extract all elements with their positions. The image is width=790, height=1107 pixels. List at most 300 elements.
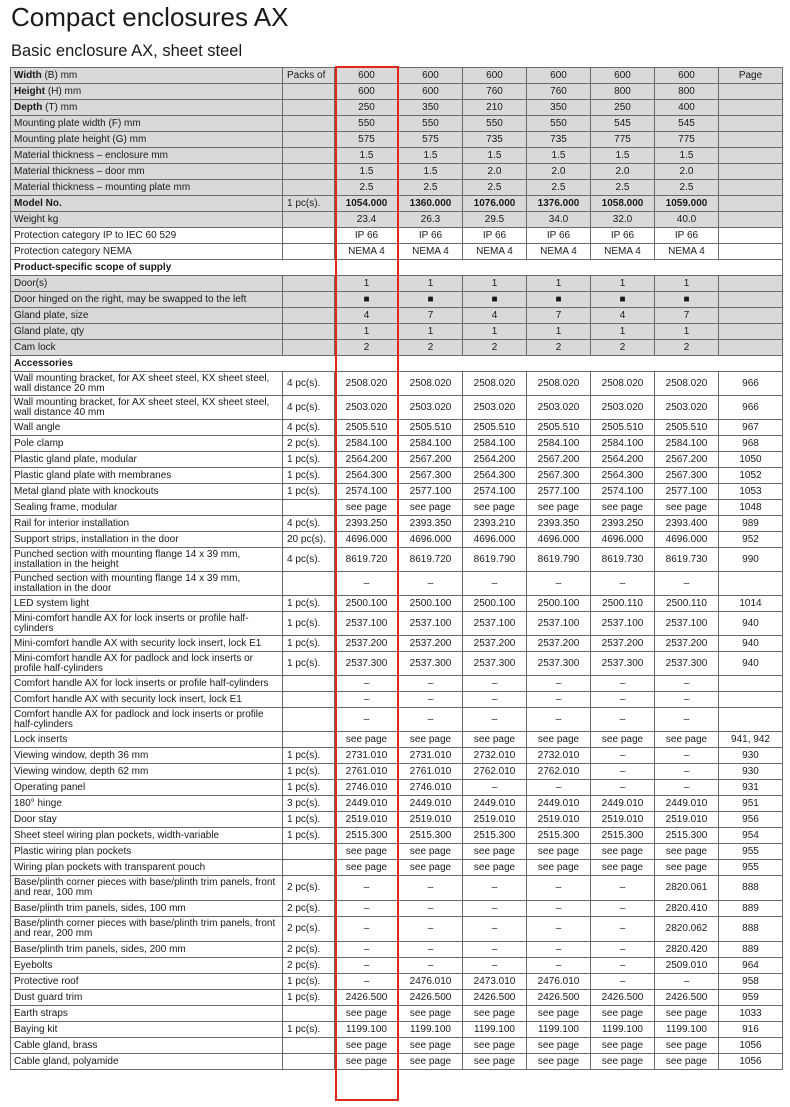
value-cell: 2537.300 bbox=[399, 652, 463, 676]
value-cell: ■ bbox=[463, 292, 527, 308]
page-cell: 1033 bbox=[719, 1006, 783, 1022]
section-title: Product-specific scope of supply bbox=[11, 260, 783, 276]
table-row bbox=[11, 420, 783, 436]
table-row bbox=[11, 1054, 783, 1070]
packs-cell: 1 pc(s). bbox=[283, 780, 335, 796]
row-label: Comfort handle AX for padlock and lock inserts or profile half-cylinders bbox=[11, 708, 283, 732]
page-cell bbox=[719, 572, 783, 596]
value-cell: 2537.100 bbox=[335, 612, 399, 636]
value-cell: see page bbox=[655, 860, 719, 876]
value-cell: see page bbox=[399, 500, 463, 516]
value-cell: 2503.020 bbox=[591, 396, 655, 420]
value-cell: 4696.000 bbox=[463, 532, 527, 548]
value-cell: – bbox=[399, 917, 463, 942]
packs-cell: 1 pc(s). bbox=[283, 652, 335, 676]
value-cell: 600 bbox=[527, 68, 591, 84]
page-cell bbox=[719, 692, 783, 708]
row-label: Base/plinth trim panels, sides, 200 mm bbox=[11, 942, 283, 958]
page-cell: 955 bbox=[719, 860, 783, 876]
row-label: Wall angle bbox=[11, 420, 283, 436]
page-cell: 940 bbox=[719, 636, 783, 652]
value-cell: – bbox=[463, 917, 527, 942]
value-cell: – bbox=[591, 974, 655, 990]
row-label: Plastic gland plate with membranes bbox=[11, 468, 283, 484]
value-cell: see page bbox=[399, 860, 463, 876]
value-cell: 2393.250 bbox=[335, 516, 399, 532]
value-cell: 210 bbox=[463, 100, 527, 116]
value-cell: 1 bbox=[399, 276, 463, 292]
value-cell: 2820.410 bbox=[655, 901, 719, 917]
packs-cell bbox=[283, 340, 335, 356]
packs-cell: 1 pc(s). bbox=[283, 748, 335, 764]
page-cell bbox=[719, 84, 783, 100]
value-cell: see page bbox=[655, 732, 719, 748]
value-cell: – bbox=[527, 942, 591, 958]
packs-cell: 2 pc(s). bbox=[283, 958, 335, 974]
value-cell: see page bbox=[591, 844, 655, 860]
value-cell: ■ bbox=[399, 292, 463, 308]
value-cell: 2.0 bbox=[591, 164, 655, 180]
value-cell: 2393.350 bbox=[399, 516, 463, 532]
page-cell: 954 bbox=[719, 828, 783, 844]
value-cell: 545 bbox=[591, 116, 655, 132]
page-cell bbox=[719, 116, 783, 132]
value-cell: – bbox=[527, 917, 591, 942]
value-cell: 2503.020 bbox=[399, 396, 463, 420]
value-cell: 2449.010 bbox=[335, 796, 399, 812]
packs-cell: 20 pc(s). bbox=[283, 532, 335, 548]
dimension-unit: (T) mm bbox=[42, 101, 78, 113]
table-row bbox=[11, 516, 783, 532]
value-cell: see page bbox=[655, 1006, 719, 1022]
row-label: Mounting plate width (F) mm bbox=[11, 116, 283, 132]
packs-cell bbox=[283, 692, 335, 708]
row-label: Comfort handle AX for lock inserts or profile half-cylinders bbox=[11, 676, 283, 692]
value-cell: see page bbox=[335, 500, 399, 516]
table-row bbox=[11, 452, 783, 468]
value-cell: IP 66 bbox=[399, 228, 463, 244]
value-cell: 2732.010 bbox=[463, 748, 527, 764]
packs-cell bbox=[283, 180, 335, 196]
value-cell: – bbox=[591, 876, 655, 901]
table-row bbox=[11, 1006, 783, 1022]
value-cell: 2449.010 bbox=[655, 796, 719, 812]
value-cell: 1199.100 bbox=[463, 1022, 527, 1038]
table-row bbox=[11, 676, 783, 692]
value-cell: – bbox=[463, 876, 527, 901]
value-cell: 1 bbox=[335, 324, 399, 340]
row-label: Model No. bbox=[11, 196, 283, 212]
table-row bbox=[11, 164, 783, 180]
value-cell: 8619.720 bbox=[335, 548, 399, 572]
row-label: Support strips, installation in the door bbox=[11, 532, 283, 548]
value-cell: see page bbox=[335, 860, 399, 876]
value-cell: 4696.000 bbox=[335, 532, 399, 548]
page-title: Compact enclosures AX bbox=[11, 2, 289, 32]
packs-cell: 1 pc(s). bbox=[283, 1022, 335, 1038]
value-cell: 2476.010 bbox=[527, 974, 591, 990]
value-cell: – bbox=[527, 876, 591, 901]
row-label: Dust guard trim bbox=[11, 990, 283, 1006]
value-cell: – bbox=[591, 780, 655, 796]
value-cell: 2574.100 bbox=[591, 484, 655, 500]
value-cell: 2537.300 bbox=[335, 652, 399, 676]
value-cell: 4696.000 bbox=[655, 532, 719, 548]
value-cell: – bbox=[463, 676, 527, 692]
dimension-name: Width bbox=[14, 69, 42, 81]
value-cell: 2 bbox=[591, 340, 655, 356]
value-cell: ■ bbox=[335, 292, 399, 308]
value-cell: NEMA 4 bbox=[527, 244, 591, 260]
value-cell: 2537.200 bbox=[463, 636, 527, 652]
table-row bbox=[11, 500, 783, 516]
value-cell: 1199.100 bbox=[655, 1022, 719, 1038]
page-cell bbox=[719, 132, 783, 148]
value-cell: 2537.300 bbox=[655, 652, 719, 676]
packs-cell: 1 pc(s). bbox=[283, 764, 335, 780]
table-row bbox=[11, 308, 783, 324]
page-cell: 952 bbox=[719, 532, 783, 548]
row-label: Protection category NEMA bbox=[11, 244, 283, 260]
table-row bbox=[11, 548, 783, 572]
value-cell: 2584.100 bbox=[335, 436, 399, 452]
value-cell: see page bbox=[655, 844, 719, 860]
packs-cell: 2 pc(s). bbox=[283, 942, 335, 958]
packs-cell bbox=[283, 164, 335, 180]
value-cell: 2584.100 bbox=[655, 436, 719, 452]
value-cell: 545 bbox=[655, 116, 719, 132]
value-cell: 1.5 bbox=[399, 164, 463, 180]
page-cell bbox=[719, 164, 783, 180]
value-cell: 1 bbox=[463, 324, 527, 340]
value-cell: – bbox=[335, 876, 399, 901]
value-cell: 2505.510 bbox=[527, 420, 591, 436]
page-cell bbox=[719, 244, 783, 260]
table-row bbox=[11, 100, 783, 116]
value-cell: 2500.100 bbox=[335, 596, 399, 612]
value-cell: see page bbox=[527, 1038, 591, 1054]
row-label bbox=[11, 84, 283, 100]
value-cell: 1360.000 bbox=[399, 196, 463, 212]
row-label: Mini-comfort handle AX for padlock and lock inserts or profile half-cylinders bbox=[11, 652, 283, 676]
value-cell: 26.3 bbox=[399, 212, 463, 228]
row-label: Door hinged on the right, may be swapped to the left bbox=[11, 292, 283, 308]
value-cell: see page bbox=[463, 1006, 527, 1022]
value-cell: – bbox=[591, 764, 655, 780]
value-cell: NEMA 4 bbox=[591, 244, 655, 260]
page-cell: 889 bbox=[719, 942, 783, 958]
section-header-row bbox=[11, 260, 783, 276]
value-cell: ■ bbox=[527, 292, 591, 308]
table-row bbox=[11, 84, 783, 100]
table-row bbox=[11, 828, 783, 844]
value-cell: 1376.000 bbox=[527, 196, 591, 212]
table-row bbox=[11, 876, 783, 901]
packs-cell bbox=[283, 1054, 335, 1070]
page-cell: 951 bbox=[719, 796, 783, 812]
value-cell: 2746.010 bbox=[335, 780, 399, 796]
value-cell: 1.5 bbox=[655, 148, 719, 164]
value-cell: 29.5 bbox=[463, 212, 527, 228]
page-cell bbox=[719, 292, 783, 308]
section-header-row bbox=[11, 356, 783, 372]
value-cell: 2537.300 bbox=[463, 652, 527, 676]
value-cell: see page bbox=[527, 732, 591, 748]
value-cell: 34.0 bbox=[527, 212, 591, 228]
value-cell: 2393.250 bbox=[591, 516, 655, 532]
value-cell: 2519.010 bbox=[463, 812, 527, 828]
value-cell: see page bbox=[591, 1038, 655, 1054]
table-row bbox=[11, 796, 783, 812]
value-cell: see page bbox=[591, 732, 655, 748]
packs-cell: 2 pc(s). bbox=[283, 876, 335, 901]
packs-cell bbox=[283, 84, 335, 100]
table-row bbox=[11, 340, 783, 356]
packs-cell bbox=[283, 1038, 335, 1054]
value-cell: 2537.300 bbox=[591, 652, 655, 676]
page-cell: 931 bbox=[719, 780, 783, 796]
value-cell: 1058.000 bbox=[591, 196, 655, 212]
value-cell: 1.5 bbox=[335, 148, 399, 164]
value-cell: 1 bbox=[527, 276, 591, 292]
value-cell: – bbox=[591, 708, 655, 732]
row-label: Viewing window, depth 36 mm bbox=[11, 748, 283, 764]
value-cell: 2820.062 bbox=[655, 917, 719, 942]
value-cell: 1.5 bbox=[463, 148, 527, 164]
value-cell: see page bbox=[335, 1006, 399, 1022]
value-cell: see page bbox=[399, 844, 463, 860]
value-cell: 600 bbox=[655, 68, 719, 84]
value-cell: see page bbox=[591, 500, 655, 516]
value-cell: see page bbox=[399, 732, 463, 748]
value-cell: 2567.200 bbox=[655, 452, 719, 468]
value-cell: see page bbox=[527, 500, 591, 516]
value-cell: NEMA 4 bbox=[655, 244, 719, 260]
value-cell: 2515.300 bbox=[335, 828, 399, 844]
value-cell: 2567.300 bbox=[655, 468, 719, 484]
value-cell: IP 66 bbox=[591, 228, 655, 244]
row-label: Punched section with mounting flange 14 x 39 mm, installation in the door bbox=[11, 572, 283, 596]
value-cell: 2449.010 bbox=[399, 796, 463, 812]
value-cell: – bbox=[591, 748, 655, 764]
value-cell: NEMA 4 bbox=[335, 244, 399, 260]
value-cell: 1 bbox=[591, 276, 655, 292]
value-cell: 2.5 bbox=[399, 180, 463, 196]
row-label: Rail for interior installation bbox=[11, 516, 283, 532]
value-cell: – bbox=[335, 692, 399, 708]
page-cell bbox=[719, 708, 783, 732]
row-label: Weight kg bbox=[11, 212, 283, 228]
packs-cell bbox=[283, 308, 335, 324]
row-label: Base/plinth corner pieces with base/plinth trim panels, front and rear, 100 mm bbox=[11, 876, 283, 901]
value-cell: see page bbox=[655, 500, 719, 516]
packs-cell bbox=[283, 132, 335, 148]
value-cell: – bbox=[399, 572, 463, 596]
value-cell: see page bbox=[463, 1054, 527, 1070]
value-cell: NEMA 4 bbox=[399, 244, 463, 260]
value-cell: 2508.020 bbox=[591, 372, 655, 396]
row-label: Wall mounting bracket, for AX sheet steel, KX sheet steel, wall distance 40 mm bbox=[11, 396, 283, 420]
value-cell: – bbox=[655, 780, 719, 796]
value-cell: see page bbox=[335, 1054, 399, 1070]
value-cell: 2537.100 bbox=[399, 612, 463, 636]
packs-cell bbox=[283, 676, 335, 692]
value-cell: – bbox=[335, 901, 399, 917]
value-cell: 2 bbox=[399, 340, 463, 356]
page-cell: 888 bbox=[719, 876, 783, 901]
row-label: Sealing frame, modular bbox=[11, 500, 283, 516]
row-label: Comfort handle AX with security lock insert, lock E1 bbox=[11, 692, 283, 708]
page-cell bbox=[719, 340, 783, 356]
row-label: Cable gland, polyamide bbox=[11, 1054, 283, 1070]
value-cell: 40.0 bbox=[655, 212, 719, 228]
page-cell bbox=[719, 228, 783, 244]
packs-cell bbox=[283, 732, 335, 748]
value-cell: – bbox=[591, 692, 655, 708]
value-cell: IP 66 bbox=[463, 228, 527, 244]
value-cell: 800 bbox=[655, 84, 719, 100]
value-cell: – bbox=[463, 942, 527, 958]
value-cell: – bbox=[399, 876, 463, 901]
value-cell: see page bbox=[591, 860, 655, 876]
value-cell: 2426.500 bbox=[463, 990, 527, 1006]
table-row bbox=[11, 812, 783, 828]
value-cell: 575 bbox=[335, 132, 399, 148]
table-row bbox=[11, 708, 783, 732]
row-label bbox=[11, 68, 283, 84]
packs-cell bbox=[283, 212, 335, 228]
value-cell: 2519.010 bbox=[655, 812, 719, 828]
value-cell: 2731.010 bbox=[399, 748, 463, 764]
value-cell: 550 bbox=[463, 116, 527, 132]
value-cell: 2508.020 bbox=[335, 372, 399, 396]
row-label: Protective roof bbox=[11, 974, 283, 990]
value-cell: 8619.790 bbox=[527, 548, 591, 572]
value-cell: 2515.300 bbox=[399, 828, 463, 844]
row-label: Mini-comfort handle AX for lock inserts or profile half-cylinders bbox=[11, 612, 283, 636]
page-cell: 958 bbox=[719, 974, 783, 990]
value-cell: see page bbox=[655, 1038, 719, 1054]
value-cell: 735 bbox=[527, 132, 591, 148]
page-cell: 1048 bbox=[719, 500, 783, 516]
packs-cell: 4 pc(s). bbox=[283, 516, 335, 532]
table-row bbox=[11, 68, 783, 84]
packs-cell bbox=[283, 324, 335, 340]
value-cell: 2508.020 bbox=[463, 372, 527, 396]
packs-cell bbox=[283, 116, 335, 132]
value-cell: 775 bbox=[655, 132, 719, 148]
value-cell: 760 bbox=[527, 84, 591, 100]
table-row bbox=[11, 372, 783, 396]
value-cell: 600 bbox=[463, 68, 527, 84]
table-row bbox=[11, 860, 783, 876]
page-cell bbox=[719, 276, 783, 292]
value-cell: – bbox=[335, 958, 399, 974]
packs-cell: 1 pc(s). bbox=[283, 468, 335, 484]
value-cell: 2567.300 bbox=[527, 468, 591, 484]
page-cell bbox=[719, 308, 783, 324]
value-cell: 1059.000 bbox=[655, 196, 719, 212]
value-cell: 1199.100 bbox=[399, 1022, 463, 1038]
row-label: Mini-comfort handle AX with security lock insert, lock E1 bbox=[11, 636, 283, 652]
value-cell: 350 bbox=[527, 100, 591, 116]
value-cell: 550 bbox=[399, 116, 463, 132]
value-cell: IP 66 bbox=[335, 228, 399, 244]
value-cell: 2820.420 bbox=[655, 942, 719, 958]
value-cell: 550 bbox=[335, 116, 399, 132]
value-cell: 2393.210 bbox=[463, 516, 527, 532]
row-label: Material thickness – mounting plate mm bbox=[11, 180, 283, 196]
row-label: Material thickness – enclosure mm bbox=[11, 148, 283, 164]
table-row bbox=[11, 958, 783, 974]
value-cell: 2 bbox=[527, 340, 591, 356]
row-label: Mounting plate height (G) mm bbox=[11, 132, 283, 148]
value-cell: 2537.100 bbox=[527, 612, 591, 636]
value-cell: 2500.100 bbox=[463, 596, 527, 612]
value-cell: – bbox=[463, 780, 527, 796]
value-cell: – bbox=[527, 676, 591, 692]
value-cell: – bbox=[335, 676, 399, 692]
packs-cell bbox=[283, 1006, 335, 1022]
value-cell: 1.5 bbox=[591, 148, 655, 164]
table-row bbox=[11, 901, 783, 917]
table-row bbox=[11, 1022, 783, 1038]
value-cell: see page bbox=[335, 732, 399, 748]
value-cell: – bbox=[399, 958, 463, 974]
value-cell: 2537.100 bbox=[655, 612, 719, 636]
page-cell: 930 bbox=[719, 748, 783, 764]
value-cell: 2.5 bbox=[463, 180, 527, 196]
value-cell: 8619.730 bbox=[591, 548, 655, 572]
value-cell: 4 bbox=[591, 308, 655, 324]
value-cell: 1 bbox=[591, 324, 655, 340]
value-cell: 600 bbox=[399, 84, 463, 100]
table-row bbox=[11, 974, 783, 990]
value-cell: – bbox=[655, 974, 719, 990]
packs-cell bbox=[283, 708, 335, 732]
table-row bbox=[11, 324, 783, 340]
page-cell: 1053 bbox=[719, 484, 783, 500]
table-row bbox=[11, 990, 783, 1006]
packs-cell bbox=[283, 244, 335, 260]
value-cell: 2 bbox=[463, 340, 527, 356]
row-label: Wall mounting bracket, for AX sheet steel, KX sheet steel, wall distance 20 mm bbox=[11, 372, 283, 396]
value-cell: 2.0 bbox=[463, 164, 527, 180]
packs-cell: 4 pc(s). bbox=[283, 420, 335, 436]
value-cell: – bbox=[399, 901, 463, 917]
value-cell: 2519.010 bbox=[335, 812, 399, 828]
value-cell: – bbox=[527, 901, 591, 917]
value-cell: 2500.110 bbox=[591, 596, 655, 612]
packs-cell bbox=[283, 148, 335, 164]
value-cell: – bbox=[591, 572, 655, 596]
value-cell: – bbox=[527, 708, 591, 732]
table-row bbox=[11, 276, 783, 292]
value-cell: 7 bbox=[527, 308, 591, 324]
page-cell: 1056 bbox=[719, 1054, 783, 1070]
row-label: Gland plate, qty bbox=[11, 324, 283, 340]
value-cell: 2505.510 bbox=[335, 420, 399, 436]
value-cell: – bbox=[463, 901, 527, 917]
value-cell: 1076.000 bbox=[463, 196, 527, 212]
table-row bbox=[11, 468, 783, 484]
table-row bbox=[11, 228, 783, 244]
packs-cell: 1 pc(s). bbox=[283, 636, 335, 652]
value-cell: NEMA 4 bbox=[463, 244, 527, 260]
value-cell: – bbox=[463, 692, 527, 708]
value-cell: 550 bbox=[527, 116, 591, 132]
row-label: Wiring plan pockets with transparent pouch bbox=[11, 860, 283, 876]
